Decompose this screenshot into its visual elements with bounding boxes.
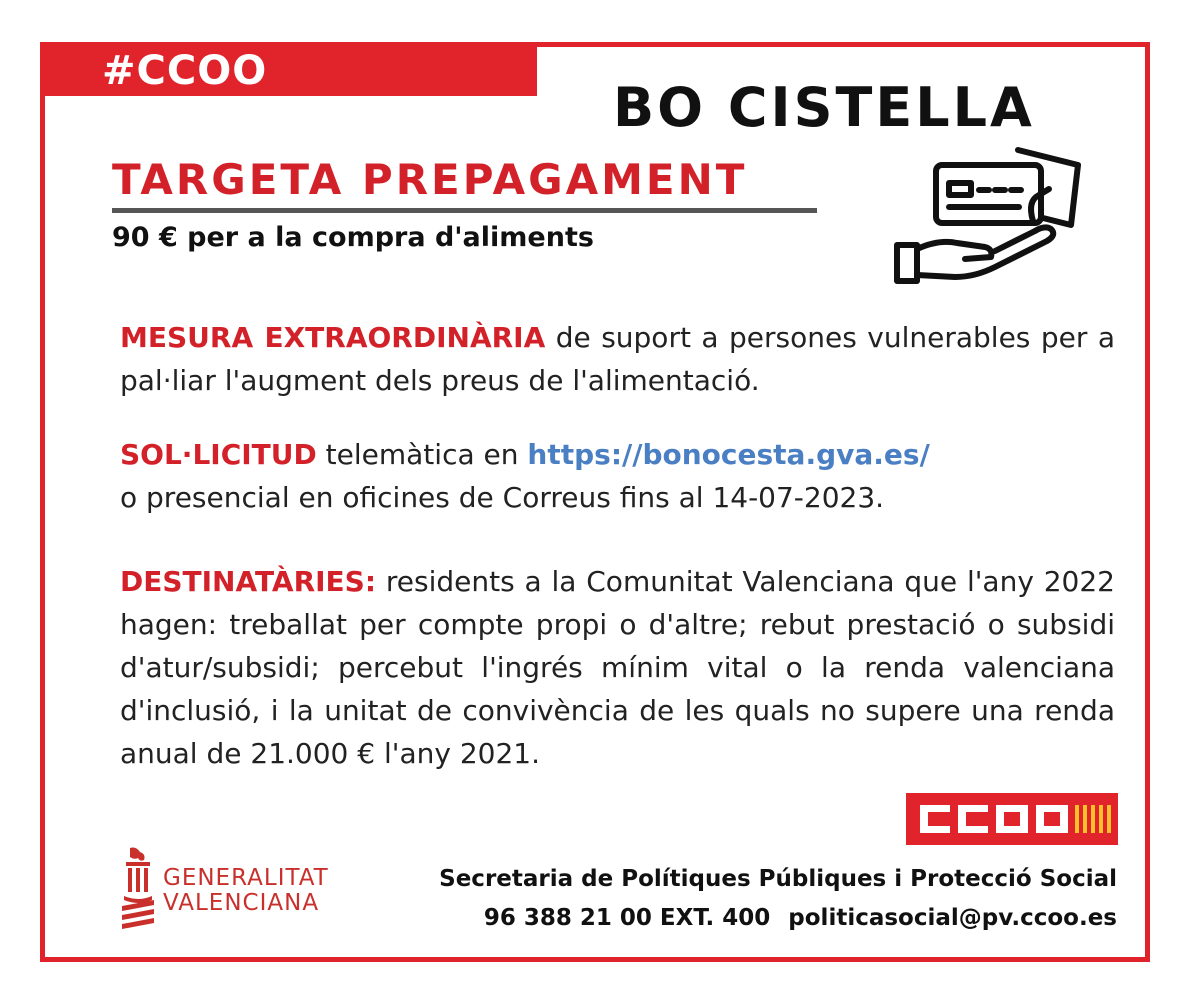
- bonocesta-link[interactable]: https://bonocesta.gva.es/: [527, 438, 930, 471]
- request-text-after: o presencial en oficines de Correus fins al 14-07-2023.: [120, 481, 885, 514]
- phone-number: 96 388 21 00 EXT. 400: [483, 905, 771, 931]
- recipients-keyword: DESTINATÀRIES:: [120, 565, 377, 598]
- hashtag-banner: #CCOO PVINFORMA: [40, 42, 537, 96]
- generalitat-wordmark: [163, 866, 329, 916]
- generalitat-coat-of-arms-icon: [118, 846, 158, 932]
- page-title: BO CISTELLA: [613, 76, 1035, 139]
- request-paragraph: [120, 433, 1115, 519]
- ccoo-logo: [906, 793, 1118, 845]
- contact-line: [484, 905, 1117, 931]
- measure-text: de suport a persones vulnerables per a pal·liar l'augment dels preus de l'alimentació.: [120, 321, 1115, 397]
- request-keyword: SOL·LICITUD: [120, 438, 317, 471]
- generalitat-line2: VALENCIANA: [163, 890, 320, 916]
- amount-text: 90 € per a la compra d'aliments: [112, 222, 594, 253]
- recipients-text: residents a la Comunitat Valenciana que l'any 2022 hagen: treballat per compte propi o d'altre; rebut prestació o subsidi d'atur/subsidi; percebut l'ingrés mínim vital o la renda valenciana d'inclusió, i la unitat de convivència de les quals no supere una renda anual de 21.000 € l'any 2021.: [120, 565, 1115, 770]
- prepaid-card-hand-icon: [893, 145, 1083, 285]
- measure-paragraph: [120, 316, 1115, 402]
- card-subtitle: TARGETA PREPAGAMENT: [112, 155, 748, 204]
- generalitat-line1: GENERALITAT: [163, 865, 329, 891]
- recipients-paragraph: [120, 560, 1115, 775]
- measure-keyword: MESURA EXTRAORDINÀRIA: [120, 321, 546, 354]
- subtitle-underline: [112, 208, 817, 213]
- secretariat-name: Secretaria de Polítiques Públiques i Protecció Social: [439, 866, 1117, 892]
- email-link[interactable]: politicasocial@pv.ccoo.es: [788, 905, 1117, 931]
- request-text-before: telemàtica en: [316, 438, 528, 471]
